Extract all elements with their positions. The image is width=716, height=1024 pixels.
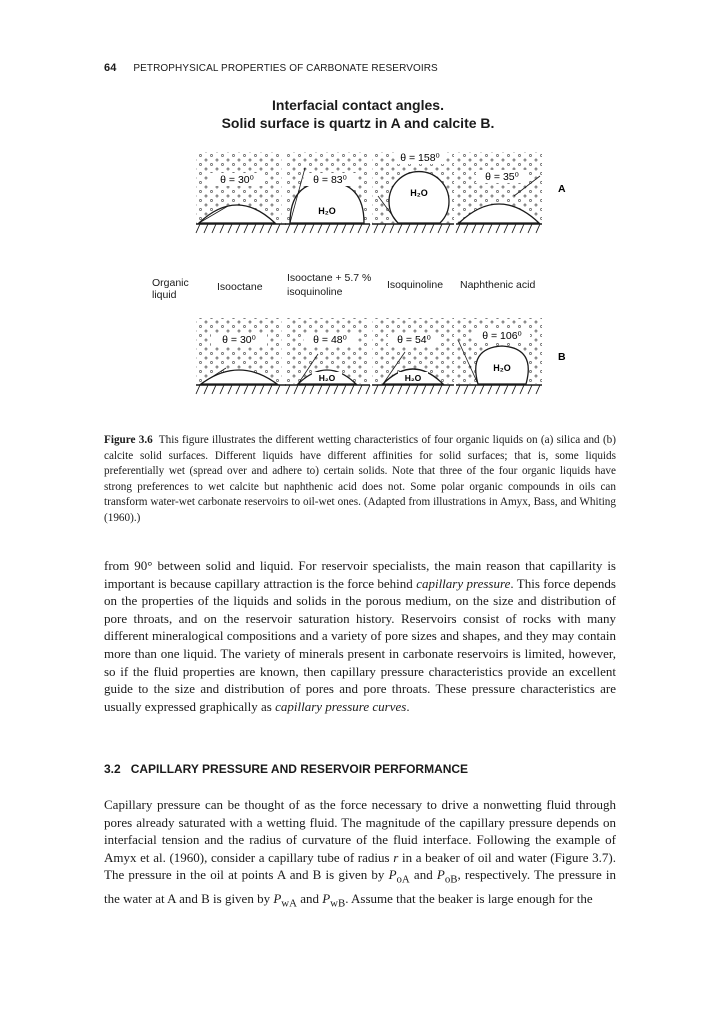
panel-b1 [196,318,282,384]
figure-caption [104,433,616,527]
angle-a2: θ = 83⁰ [313,174,347,186]
symbol-p-wb: P [322,890,331,906]
section-number: 3.2 [104,762,121,776]
subscript-wa: wA [281,897,297,910]
subscript-oa: oA [396,873,410,886]
symbol-p-wa: P [273,890,282,906]
water-label-a2: H₂O [318,206,336,216]
water-label-a3: H₂O [410,188,428,198]
caption-text: This figure illustrates the different wetting characteristics of four organic liquids on (a) silica and (b) calcite solid surfaces. Different liquids have different affinities for solid surfaces; that is, some liquids preferentially wet (spread over and adhere to) certain solids. Note that three of the four organic liquids have strong preferences to wet calcite but naphthenic acid does not. Some polar organic compounds in oils can transform water-wet carbonate reservoirs to oil-wet ones. (Adapted from illustrations in Amyx, Bass, and Whiting (1960).) [104,434,616,524]
figure-title-line-1: Interfacial contact angles. [272,97,444,113]
symbol-p-ob: P [436,867,445,883]
row-b-label: B [558,351,566,363]
figure-title-line-2: Solid surface is quartz in A and calcite B. [221,115,495,131]
panel-a2 [285,152,369,226]
body-paragraph-1 [104,557,616,715]
para1-text-c: . [406,698,410,714]
para1-text-a: from 90° between solid and liquid. For reservoir specialists, the main reason that capillarity is important is because capillary attraction is the force behind [104,558,616,591]
label-isooctane-mix-line2: isoquinoline [287,286,343,298]
angle-a3: θ = 158⁰ [400,152,440,164]
panel-b2 [285,318,369,384]
label-organic-line1: Organic [152,277,189,289]
para2-and-1: and [409,867,437,883]
row-a-label: A [558,183,566,195]
section-heading [104,762,468,776]
body-paragraph-2 [104,796,616,913]
section-title: CAPILLARY PRESSURE AND RESERVOIR PERFORMANCE [130,762,469,776]
panel-b3 [372,318,454,384]
label-isooctane: Isooctane [217,281,263,293]
panel-a3 [372,151,454,226]
running-title: PETROPHYSICAL PROPERTIES OF CARBONATE RESERVOIRS [133,63,438,74]
water-label-b2: H₂O [318,373,336,383]
symbol-r: r [393,849,399,865]
angle-a1: θ = 30⁰ [220,174,254,186]
contact-angle-figure [0,0,716,430]
liquid-labels [152,272,535,301]
page-number: 64 [104,62,117,74]
angle-a4: θ = 35⁰ [485,171,519,183]
panel-b4 [456,318,542,384]
substrate-b [196,385,542,394]
label-isooctane-mix-line1: Isooctane + 5.7 % [287,272,372,284]
angle-b4: θ = 106⁰ [482,330,522,342]
angle-b3: θ = 54⁰ [397,334,431,346]
angle-b2: θ = 48⁰ [313,334,347,346]
label-isoquinoline: Isoquinoline [387,279,444,291]
subscript-wb: wB [330,897,346,910]
subscript-ob: oB [444,873,458,886]
panel-a4 [456,152,542,226]
label-organic-line2: liquid [152,289,177,301]
para2-text-a: Capillary pressure can be thought of as the force necessary to drive a nonwetting fluid through pores already saturated with a wetting fluid. The magnitude of the capillary pressure depends on interfacial tension and the radius of curvature of the fluid interface. Following the example of Amyx et al. (1960), consider a capillary tube of radius [104,797,616,865]
para2-and-2: and [296,890,323,906]
term-capillary-pressure: capillary pressure [416,575,511,591]
label-naphthenic-acid: Naphthenic acid [460,279,536,291]
para1-text-b: . This force depends on the properties of the liquids and solids in the porous medium, on the size and distribution of pore throats, and on the reservoir saturation history. Reservoirs consist of rocks with many different mineralogical compositions and a variety of pore sizes and shapes, and they may contain more than one liquid. The variety of minerals present in carbonate reservoirs is limited, however, so if the fluid properties are known, then capillary pressure characteristics provide an excellent guide to the size and distribution of pores and pore throats. These pressure characteristics are usually expressed graphically as [104,575,616,714]
para2-text-b: in a beaker of oil and water (Figure 3.7). The pressure in the oil at points A and B is given by [104,849,617,883]
angle-b1: θ = 30⁰ [222,334,256,346]
caption-label: Figure 3.6 [104,434,153,446]
panel-a1-isooctane [196,152,282,226]
symbol-p-oa: P [388,867,397,883]
para2-text-d: . Assume that the beaker is large enough for the [345,890,593,906]
water-label-b4: H₂O [493,363,511,373]
para2-text-c: , respectively. The pressure in the water at A and B is given by [104,867,616,906]
term-capillary-pressure-curves: capillary pressure curves [275,698,407,714]
water-label-b3: H₂O [404,373,422,383]
